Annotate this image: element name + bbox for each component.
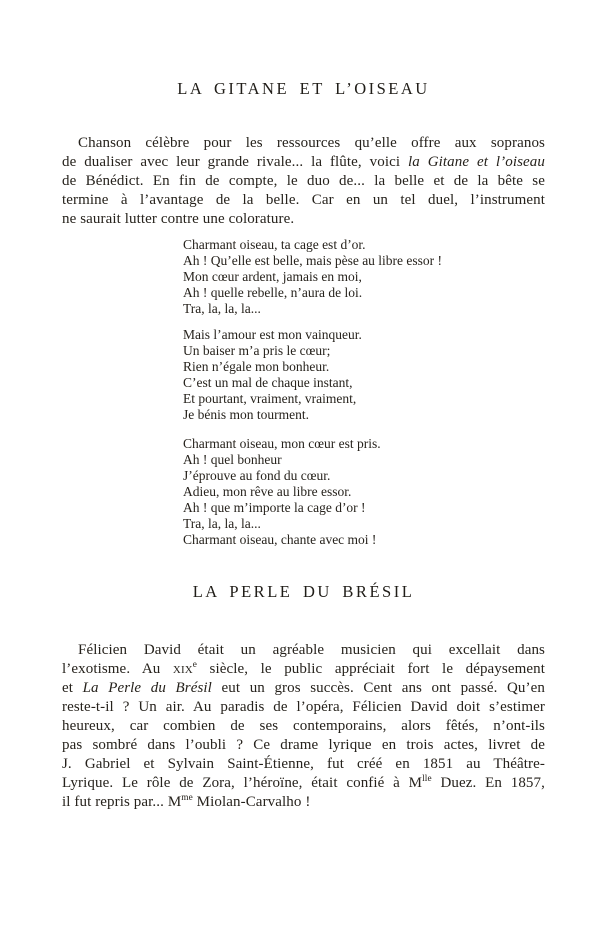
verse-line: Charmant oiseau, ta cage est d’or. xyxy=(183,237,366,252)
verse-line: C’est un mal de chaque instant, xyxy=(183,375,353,390)
italic-text: la Gitane et l’oiseau xyxy=(407,154,545,170)
text-line: termine à l’avantage de la belle. Car en un tel duel, l’instrument xyxy=(62,192,545,208)
page-content xyxy=(62,0,545,812)
text-line: heureux, car combien de ses contemporains, alors fêtés, n’ont-ils xyxy=(62,718,545,734)
verse-line: Adieu, mon rêve au libre essor. xyxy=(183,484,352,499)
verse-line: Tra, la, la, la... xyxy=(183,301,261,316)
superscript-text: me xyxy=(181,793,193,803)
verse-stanza-3 xyxy=(183,436,545,548)
verse-line: Charmant oiseau, chante avec moi ! xyxy=(183,532,377,547)
smallcaps-text: xix xyxy=(172,661,193,677)
text-line: il fut repris par... $M^{me}$ Miolan-Carvalho ! xyxy=(62,793,311,810)
verse-line: Rien n’égale mon bonheur. xyxy=(183,359,330,374)
verse-line: Un baiser m’a pris le cœur; xyxy=(183,343,331,358)
verse-line: Ah ! Qu’elle est belle, mais pèse au libre essor ! xyxy=(183,253,443,268)
verse-line: Mais l’amour est mon vainqueur. xyxy=(183,327,362,342)
verse-line: Mon cœur ardent, jamais en moi, xyxy=(183,269,362,284)
superscript-text: lle xyxy=(422,774,432,784)
verse-line: J’éprouve au fond du cœur. xyxy=(183,468,331,483)
text-line: Lyrique. Le rôle de Zora, l’héroïne, était confié à $M^{lle}$ Duez. En 1857, xyxy=(62,774,545,791)
verse-line: Tra, la, la, la... xyxy=(183,516,261,531)
verse-line: Ah ! quelle rebelle, n’aura de loi. xyxy=(183,285,363,300)
verse-stanza-1 xyxy=(183,237,545,317)
text-line: et La Perle du Brésil eut un gros succès. Cent ans ont passé. Qu’en xyxy=(62,680,545,696)
superscript-text: e xyxy=(192,660,198,670)
section-title-gitane: LA GITANE ET L’OISEAU xyxy=(177,79,430,98)
verse-line: Charmant oiseau, mon cœur est pris. xyxy=(183,436,381,451)
text-line: ne saurait lutter contre une colorature. xyxy=(62,211,295,227)
text-line: pas sombré dans l’oubli ? Ce drame lyrique en trois actes, livret de xyxy=(62,737,545,753)
text-line: reste-t-il ? Un air. Au paradis de l’opéra, Félicien David doit s’estimer xyxy=(62,699,545,715)
verse-line: Et pourtant, vraiment, vraiment, xyxy=(183,391,357,406)
text-line: Félicien David était un agréable musicien qui excellait dans xyxy=(78,642,545,658)
text-line: J. Gabriel et Sylvain Saint-Étienne, fut créé en 1851 au Théâtre- xyxy=(62,756,545,772)
verse-line: Je bénis mon tourment. xyxy=(183,407,309,422)
verse-line: Ah ! que m’importe la cage d’or ! xyxy=(183,500,366,515)
italic-text: La Perle du Brésil xyxy=(82,680,212,696)
verse-stanza-2 xyxy=(183,327,545,423)
text-line: Chanson célèbre pour les ressources qu’elle offre aux sopranos xyxy=(78,135,545,151)
text-line: de Bénédict. En fin de compte, le duo de... la belle et de la bête se xyxy=(62,173,545,189)
section-perle xyxy=(62,583,545,812)
closing-paragraph xyxy=(62,641,545,812)
verse-line: Ah ! quel bonheur xyxy=(183,452,282,467)
section-title-perle: LA PERLE DU BRÉSIL xyxy=(192,582,415,601)
intro-paragraph xyxy=(62,134,545,229)
section-gitane xyxy=(62,80,545,548)
text-line: l’exotisme. Au xix$^e$ siècle, le public appréciait fort le dépaysement xyxy=(62,660,545,677)
text-line: de dualiser avec leur grande rivale... la flûte, voici la Gitane et l’oiseau xyxy=(62,154,545,170)
